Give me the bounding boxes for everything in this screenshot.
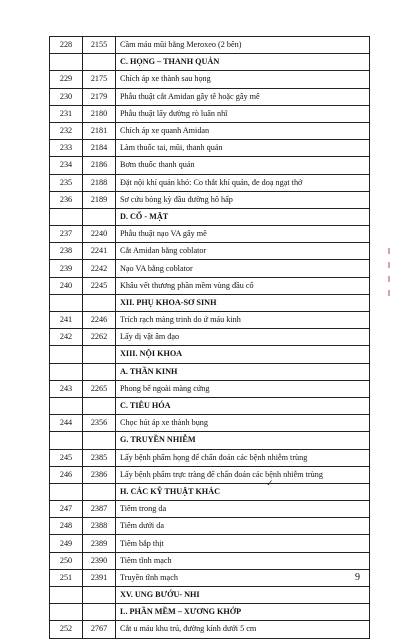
procedure-code-cell bbox=[83, 346, 116, 363]
procedure-name-cell: Phẫu thuật nạo VA gây mê bbox=[116, 226, 370, 243]
procedure-name-cell: Làm thuốc tai, mũi, thanh quản bbox=[116, 140, 370, 157]
table-row bbox=[50, 518, 370, 535]
procedure-table bbox=[49, 36, 370, 639]
procedure-code-cell: 2388 bbox=[83, 518, 116, 535]
table-row bbox=[50, 415, 370, 432]
row-number-cell: 230 bbox=[50, 88, 83, 105]
margin-mark bbox=[388, 248, 390, 254]
procedure-name-cell: Tiêm dưới da bbox=[116, 518, 370, 535]
procedure-code-cell: 2386 bbox=[83, 466, 116, 483]
table-row bbox=[50, 449, 370, 466]
table-row bbox=[50, 226, 370, 243]
row-number-cell: 244 bbox=[50, 415, 83, 432]
procedure-name-cell: Chích áp xe quanh Amidan bbox=[116, 122, 370, 139]
procedure-code-cell: 2390 bbox=[83, 552, 116, 569]
procedure-code-cell bbox=[83, 604, 116, 621]
section-header-row bbox=[50, 54, 370, 71]
procedure-name-cell: Chọc hút áp xe thành bụng bbox=[116, 415, 370, 432]
procedure-code-cell: 2181 bbox=[83, 122, 116, 139]
table-row bbox=[50, 552, 370, 569]
row-number-cell: 252 bbox=[50, 621, 83, 638]
table-row bbox=[50, 140, 370, 157]
table-row bbox=[50, 122, 370, 139]
margin-marks bbox=[386, 240, 392, 340]
procedure-code-cell: 2265 bbox=[83, 380, 116, 397]
margin-mark bbox=[388, 290, 390, 296]
row-number-cell bbox=[50, 294, 83, 311]
procedure-code-cell: 2184 bbox=[83, 140, 116, 157]
procedure-name-cell: Tiêm bắp thịt bbox=[116, 535, 370, 552]
table-row bbox=[50, 105, 370, 122]
row-number-cell bbox=[50, 604, 83, 621]
section-header-row bbox=[50, 483, 370, 500]
table-row bbox=[50, 37, 370, 54]
procedure-name-cell: Cắt Amidan bằng coblator bbox=[116, 243, 370, 260]
table-row bbox=[50, 88, 370, 105]
procedure-name-cell: XII. PHỤ KHOA-SƠ SINH bbox=[116, 294, 370, 311]
table-row bbox=[50, 243, 370, 260]
table-row bbox=[50, 157, 370, 174]
procedure-name-cell: C. TIÊU HÓA bbox=[116, 397, 370, 414]
procedure-name-cell: Nạo VA bằng coblator bbox=[116, 260, 370, 277]
procedure-code-cell: 2387 bbox=[83, 501, 116, 518]
procedure-name-cell: Tiêm tĩnh mạch bbox=[116, 552, 370, 569]
row-number-cell: 248 bbox=[50, 518, 83, 535]
procedure-code-cell: 2262 bbox=[83, 329, 116, 346]
procedure-code-cell bbox=[83, 397, 116, 414]
section-header-row bbox=[50, 432, 370, 449]
procedure-code-cell bbox=[83, 208, 116, 225]
procedure-name-cell: A. THẦN KINH bbox=[116, 363, 370, 380]
procedure-name-cell: Cầm máu mũi bằng Meroxeo (2 bên) bbox=[116, 37, 370, 54]
handwritten-check-mark: ✓ bbox=[266, 478, 274, 488]
row-number-cell bbox=[50, 587, 83, 604]
procedure-name-cell: Bơm thuốc thanh quản bbox=[116, 157, 370, 174]
table-row bbox=[50, 260, 370, 277]
row-number-cell: 243 bbox=[50, 380, 83, 397]
procedure-code-cell: 2180 bbox=[83, 105, 116, 122]
section-header-row bbox=[50, 208, 370, 225]
row-number-cell bbox=[50, 54, 83, 71]
row-number-cell: 240 bbox=[50, 277, 83, 294]
procedure-name-cell: Sơ cứu bỏng kỳ đầu đường hô hấp bbox=[116, 191, 370, 208]
section-header-row bbox=[50, 363, 370, 380]
table-row bbox=[50, 466, 370, 483]
procedure-name-cell: Phẫu thuật lấy đường rò luân nhĩ bbox=[116, 105, 370, 122]
procedure-code-cell bbox=[83, 294, 116, 311]
procedure-code-cell: 2179 bbox=[83, 88, 116, 105]
row-number-cell bbox=[50, 397, 83, 414]
row-number-cell: 233 bbox=[50, 140, 83, 157]
row-number-cell: 237 bbox=[50, 226, 83, 243]
table-row bbox=[50, 569, 370, 586]
procedure-name-cell: Lấy bệnh phẩm trực tràng để chẩn đoán các bệnh nhiễm trùng bbox=[116, 466, 370, 483]
row-number-cell: 246 bbox=[50, 466, 83, 483]
procedure-name-cell: D. CỔ - MẶT bbox=[116, 208, 370, 225]
row-number-cell: 239 bbox=[50, 260, 83, 277]
procedure-name-cell: Lấy dị vật âm đạo bbox=[116, 329, 370, 346]
row-number-cell: 234 bbox=[50, 157, 83, 174]
table-row bbox=[50, 71, 370, 88]
row-number-cell: 247 bbox=[50, 501, 83, 518]
row-number-cell: 238 bbox=[50, 243, 83, 260]
row-number-cell: 228 bbox=[50, 37, 83, 54]
procedure-code-cell bbox=[83, 54, 116, 71]
procedure-code-cell: 2240 bbox=[83, 226, 116, 243]
procedure-name-cell: Truyền tĩnh mạch bbox=[116, 569, 370, 586]
section-header-row bbox=[50, 604, 370, 621]
procedure-code-cell: 2356 bbox=[83, 415, 116, 432]
procedure-code-cell: 2391 bbox=[83, 569, 116, 586]
table-row bbox=[50, 621, 370, 638]
table-row bbox=[50, 174, 370, 191]
procedure-name-cell: Trích rạch màng trinh do ứ máu kinh bbox=[116, 312, 370, 329]
table-row bbox=[50, 380, 370, 397]
procedure-code-cell: 2155 bbox=[83, 37, 116, 54]
procedure-table-container bbox=[49, 36, 370, 639]
table-row bbox=[50, 535, 370, 552]
procedure-code-cell: 2186 bbox=[83, 157, 116, 174]
procedure-code-cell: 2175 bbox=[83, 71, 116, 88]
procedure-code-cell: 2189 bbox=[83, 191, 116, 208]
margin-mark bbox=[388, 262, 390, 268]
section-header-row bbox=[50, 587, 370, 604]
procedure-code-cell: 2385 bbox=[83, 449, 116, 466]
margin-mark bbox=[388, 276, 390, 282]
procedure-code-cell: 2242 bbox=[83, 260, 116, 277]
row-number-cell: 229 bbox=[50, 71, 83, 88]
procedure-name-cell: Tiêm trong da bbox=[116, 501, 370, 518]
row-number-cell bbox=[50, 483, 83, 500]
procedure-name-cell: Khâu vết thương phần mềm vùng đầu cổ bbox=[116, 277, 370, 294]
procedure-name-cell: C. HỌNG – THANH QUẢN bbox=[116, 54, 370, 71]
procedure-code-cell bbox=[83, 587, 116, 604]
procedure-code-cell: 2246 bbox=[83, 312, 116, 329]
section-header-row bbox=[50, 294, 370, 311]
row-number-cell: 241 bbox=[50, 312, 83, 329]
procedure-name-cell: Cắt u máu khu trú, đường kính dưới 5 cm bbox=[116, 621, 370, 638]
procedure-code-cell: 2767 bbox=[83, 621, 116, 638]
procedure-code-cell: 2389 bbox=[83, 535, 116, 552]
section-header-row bbox=[50, 346, 370, 363]
row-number-cell: 249 bbox=[50, 535, 83, 552]
row-number-cell: 235 bbox=[50, 174, 83, 191]
procedure-name-cell: L. PHẦN MỀM – XƯƠNG KHỚP bbox=[116, 604, 370, 621]
page-number: 9 bbox=[355, 572, 360, 583]
procedure-code-cell: 2188 bbox=[83, 174, 116, 191]
procedure-name-cell: H. CÁC KỸ THUẬT KHÁC bbox=[116, 483, 370, 500]
procedure-name-cell: XIII. NỘI KHOA bbox=[116, 346, 370, 363]
table-row bbox=[50, 277, 370, 294]
row-number-cell bbox=[50, 346, 83, 363]
section-header-row bbox=[50, 397, 370, 414]
procedure-name-cell: XV. UNG BƯỚU- NHI bbox=[116, 587, 370, 604]
row-number-cell: 231 bbox=[50, 105, 83, 122]
row-number-cell bbox=[50, 432, 83, 449]
procedure-name-cell: Đặt nội khí quản khó: Co thắt khí quản, đe doạ ngạt thở bbox=[116, 174, 370, 191]
row-number-cell: 232 bbox=[50, 122, 83, 139]
row-number-cell: 251 bbox=[50, 569, 83, 586]
table-row bbox=[50, 501, 370, 518]
procedure-code-cell bbox=[83, 363, 116, 380]
table-row bbox=[50, 329, 370, 346]
procedure-name-cell: Phong bế ngoài màng cứng bbox=[116, 380, 370, 397]
procedure-code-cell bbox=[83, 432, 116, 449]
row-number-cell bbox=[50, 208, 83, 225]
procedure-code-cell bbox=[83, 483, 116, 500]
procedure-name-cell: Chích áp xe thành sau họng bbox=[116, 71, 370, 88]
procedure-name-cell: Lấy bệnh phẩm họng để chẩn đoán các bệnh nhiễm trùng bbox=[116, 449, 370, 466]
row-number-cell: 236 bbox=[50, 191, 83, 208]
row-number-cell: 245 bbox=[50, 449, 83, 466]
procedure-code-cell: 2241 bbox=[83, 243, 116, 260]
procedure-name-cell: G. TRUYỀN NHIỄM bbox=[116, 432, 370, 449]
procedure-name-cell: Phẫu thuật cắt Amidan gây tê hoặc gây mê bbox=[116, 88, 370, 105]
row-number-cell: 242 bbox=[50, 329, 83, 346]
table-row bbox=[50, 312, 370, 329]
procedure-table-body bbox=[50, 37, 370, 639]
row-number-cell bbox=[50, 363, 83, 380]
procedure-code-cell: 2245 bbox=[83, 277, 116, 294]
row-number-cell: 250 bbox=[50, 552, 83, 569]
table-row bbox=[50, 191, 370, 208]
